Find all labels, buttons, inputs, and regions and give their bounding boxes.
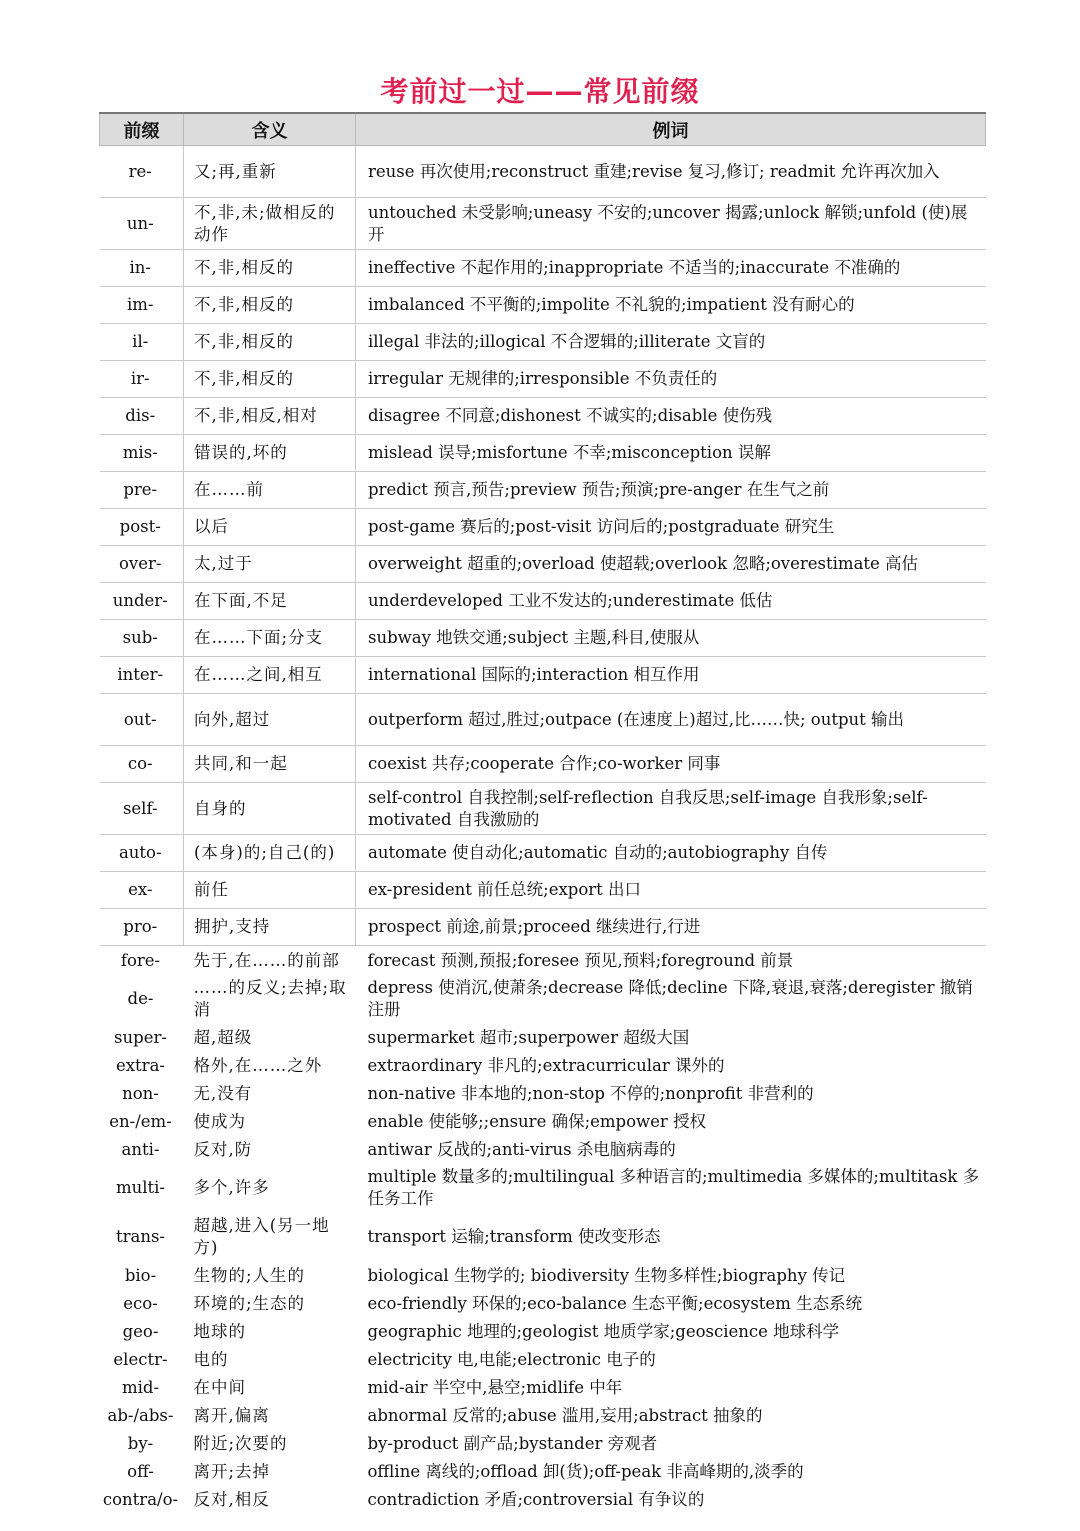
examples-cell: geographic 地理的;geologist 地质学家;geoscience 地球科学 [367,1321,840,1341]
prefix-cell: ir- [100,361,184,398]
examples-cell: supermarket 超市;superpower 超级大国 [367,1027,690,1047]
prefix-cell: bio- [124,1265,157,1285]
prefix-cell: pre- [100,472,184,509]
meaning-cell: 反对,相反 [193,1489,270,1509]
examples-cell: ex-president 前任总统;export 出口 [356,872,986,909]
prefix-cell: multi- [115,1178,166,1197]
meaning-cell: 在……之间,相互 [184,657,356,694]
table-row [100,361,986,398]
meaning-cell: 在……前 [184,472,356,509]
table-row [100,435,986,472]
examples-cell: coexist 共存;cooperate 合作;co-worker 同事 [356,746,986,783]
header-examples: 例词 [356,113,986,146]
meaning-cell: 不,非,相反的 [184,324,356,361]
prefix-cell: by- [127,1433,154,1453]
examples-cell: by-product 副产品;bystander 旁观者 [367,1433,658,1453]
examples-cell: abnormal 反常的;abuse 滥用,妄用;abstract 抽象的 [367,1405,763,1425]
meaning-cell: 在……下面;分支 [184,620,356,657]
meaning-cell: 附近;次要的 [193,1433,288,1453]
header-prefix: 前缀 [100,113,184,146]
table-body [100,146,986,1514]
table-row [100,250,986,287]
prefix-cell: re- [100,146,184,198]
examples-cell: electricity 电,电能;electronic 电子的 [367,1349,656,1369]
table-row [100,657,986,694]
examples-cell: biological 生物学的; biodiversity 生物多样性;biography 传记 [367,1265,846,1285]
examples-cell: post-game 赛后的;post-visit 访问后的;postgraduate 研究生 [356,509,986,546]
meaning-cell: 不,非,相反的 [184,250,356,287]
meaning-cell: 无,没有 [193,1083,253,1103]
table-row [100,1051,986,1079]
meaning-cell: 不,非,相反的 [184,287,356,324]
prefix-cell: anti- [121,1139,160,1159]
meaning-cell: ……的反义;去掉;取消 [193,978,347,1019]
meaning-cell: 又;再,重新 [184,146,356,198]
examples-cell: disagree 不同意;dishonest 不诚实的;disable 使伤残 [356,398,986,435]
meaning-cell: 离开;去掉 [193,1461,271,1481]
prefix-cell: dis- [100,398,184,435]
table-row [100,1212,986,1261]
examples-cell: prospect 前途,前景;proceed 继续进行,行进 [356,909,986,946]
table-row [100,946,986,975]
examples-cell: transport 运输;transform 使改变形态 [367,1227,661,1246]
table-row [100,872,986,909]
examples-cell: imbalanced 不平衡的;impolite 不礼貌的;impatient 没有耐心的 [356,287,986,324]
examples-cell: irregular 无规律的;irresponsible 不负责任的 [356,361,986,398]
meaning-cell: 先于,在……的前部 [193,950,340,970]
table-row [100,1401,986,1429]
meaning-cell: 在下面,不足 [184,583,356,620]
prefix-cell: ex- [100,872,184,909]
examples-cell: outperform 超过,胜过;outpace (在速度上)超过,比……快; output 输出 [356,694,986,746]
examples-cell: self-control 自我控制;self-reflection 自我反思;self-image 自我形象;self-motivated 自我激励的 [356,783,986,835]
meaning-cell: 共同,和一起 [184,746,356,783]
prefix-cell: im- [100,287,184,324]
meaning-cell: 超越,进入(另一地方) [193,1216,330,1257]
prefix-cell: co- [100,746,184,783]
meaning-cell: 地球的 [193,1321,246,1341]
table-row [100,509,986,546]
meaning-cell: 拥护,支持 [184,909,356,946]
examples-cell: non-native 非本地的;non-stop 不停的;nonprofit 非营利的 [367,1083,814,1103]
meaning-cell: 离开,偏离 [193,1405,270,1425]
examples-cell: mid-air 半空中,悬空;midlife 中年 [367,1377,623,1397]
examples-cell: depress 使消沉,使萧条;decrease 降低;decline 下降,衰退,衰落;deregister 撤销注册 [367,978,973,1019]
table-row [100,398,986,435]
prefix-cell: sub- [100,620,184,657]
table-row [100,620,986,657]
meaning-cell: 环境的;生态的 [193,1293,306,1313]
examples-cell: automate 使自动化;automatic 自动的;autobiography 自传 [356,835,986,872]
table-row [100,1457,986,1485]
examples-cell: predict 预言,预告;preview 预告;预演;pre-anger 在生气之前 [356,472,986,509]
prefix-cell: mid- [121,1377,160,1397]
prefix-cell: inter- [100,657,184,694]
table-row [100,974,986,1023]
examples-cell: illegal 非法的;illogical 不合逻辑的;illiterate 文盲的 [356,324,986,361]
table-row [100,546,986,583]
examples-cell: international 国际的;interaction 相互作用 [356,657,986,694]
examples-cell: ineffective 不起作用的;inappropriate 不适当的;inaccurate 不准确的 [356,250,986,287]
meaning-cell: 反对,防 [193,1139,253,1159]
examples-cell: offline 离线的;offload 卸(货);off-peak 非高峰期的,淡季的 [367,1461,804,1481]
prefix-cell: non- [122,1083,159,1103]
meaning-cell: 超,超级 [193,1027,253,1047]
prefix-cell: extra- [115,1055,165,1075]
page-title: 考前过一过——常见前缀 [380,75,700,108]
meaning-cell: 不,非,相反的 [184,361,356,398]
prefix-cell: trans- [115,1227,166,1246]
meaning-cell: 在中间 [193,1377,246,1397]
table-row [100,783,986,835]
table-row [100,1023,986,1051]
prefix-cell: en-/em- [109,1111,172,1131]
table-row [100,146,986,198]
prefix-cell: super- [114,1027,167,1047]
prefix-table [99,112,986,1513]
prefix-cell: electr- [113,1349,168,1369]
prefix-cell: out- [100,694,184,746]
meaning-cell: 格外,在……之外 [193,1055,323,1075]
prefix-cell: il- [100,324,184,361]
prefix-cell: un- [100,198,184,250]
prefix-cell: in- [100,250,184,287]
meaning-cell: 自身的 [184,783,356,835]
prefix-cell: de- [127,989,154,1008]
table-row [100,1261,986,1289]
table-row [100,1373,986,1401]
prefix-cell: ab-/abs- [107,1405,174,1425]
examples-cell: underdeveloped 工业不发达的;underestimate 低估 [356,583,986,620]
examples-cell: multiple 数量多的;multilingual 多种语言的;multimedia 多媒体的;multitask 多任务工作 [367,1167,980,1208]
table-row [100,1429,986,1457]
prefix-cell: contra/o- [102,1489,179,1509]
examples-cell: eco-friendly 环保的;eco-balance 生态平衡;ecosystem 生态系统 [367,1293,863,1313]
meaning-cell: 向外,超过 [184,694,356,746]
meaning-cell: 错误的,坏的 [184,435,356,472]
meaning-cell: 前任 [184,872,356,909]
table-row [100,694,986,746]
meaning-cell: 不,非,相反,相对 [184,398,356,435]
prefix-cell: self- [100,783,184,835]
prefix-cell: under- [100,583,184,620]
table-row [100,198,986,250]
meaning-cell: 多个,许多 [193,1178,270,1197]
meaning-cell: (本身)的;自己(的) [184,835,356,872]
examples-cell: subway 地铁交通;subject 主题,科目,使服从 [356,620,986,657]
meaning-cell: 使成为 [193,1111,246,1131]
meaning-cell: 电的 [193,1349,229,1369]
table-row [100,583,986,620]
table-row [100,1163,986,1212]
examples-cell: overweight 超重的;overload 使超载;overlook 忽略;overestimate 高估 [356,546,986,583]
examples-cell: mislead 误导;misfortune 不幸;misconception 误解 [356,435,986,472]
table-row [100,1317,986,1345]
prefix-cell: pro- [100,909,184,946]
table-row [100,324,986,361]
examples-cell: reuse 再次使用;reconstruct 重建;revise 复习,修订; readmit 允许再次加入 [356,146,986,198]
table-row [100,1289,986,1317]
table-row [100,472,986,509]
meaning-cell: 以后 [184,509,356,546]
examples-cell: enable 使能够;;ensure 确保;empower 授权 [367,1111,707,1131]
prefix-cell: off- [127,1461,154,1481]
meaning-cell: 不,非,未;做相反的动作 [184,198,356,250]
prefix-cell: post- [100,509,184,546]
table-row [100,909,986,946]
table-row [100,835,986,872]
prefix-cell: over- [100,546,184,583]
meaning-cell: 太,过于 [184,546,356,583]
prefix-cell: geo- [122,1321,159,1341]
prefix-cell: eco- [123,1293,158,1313]
table-header [100,113,986,146]
examples-cell: extraordinary 非凡的;extracurricular 课外的 [367,1055,725,1075]
table-row [100,1079,986,1107]
table-row [100,1135,986,1163]
prefix-cell: mis- [100,435,184,472]
table-row [100,1107,986,1135]
header-meaning: 含义 [184,113,356,146]
table-row [100,746,986,783]
examples-cell: antiwar 反战的;anti-virus 杀电脑病毒的 [367,1139,676,1159]
table-row [100,1345,986,1373]
table-row [100,287,986,324]
prefix-cell: fore- [120,950,161,970]
table-row [100,1485,986,1513]
prefix-cell: auto- [100,835,184,872]
examples-cell: contradiction 矛盾;controversial 有争议的 [367,1489,705,1509]
examples-cell: forecast 预测,预报;foresee 预见,预料;foreground 前景 [367,950,794,970]
meaning-cell: 生物的;人生的 [193,1265,306,1285]
examples-cell: untouched 未受影响;uneasy 不安的;uncover 揭露;unlock 解锁;unfold (使)展开 [356,198,986,250]
